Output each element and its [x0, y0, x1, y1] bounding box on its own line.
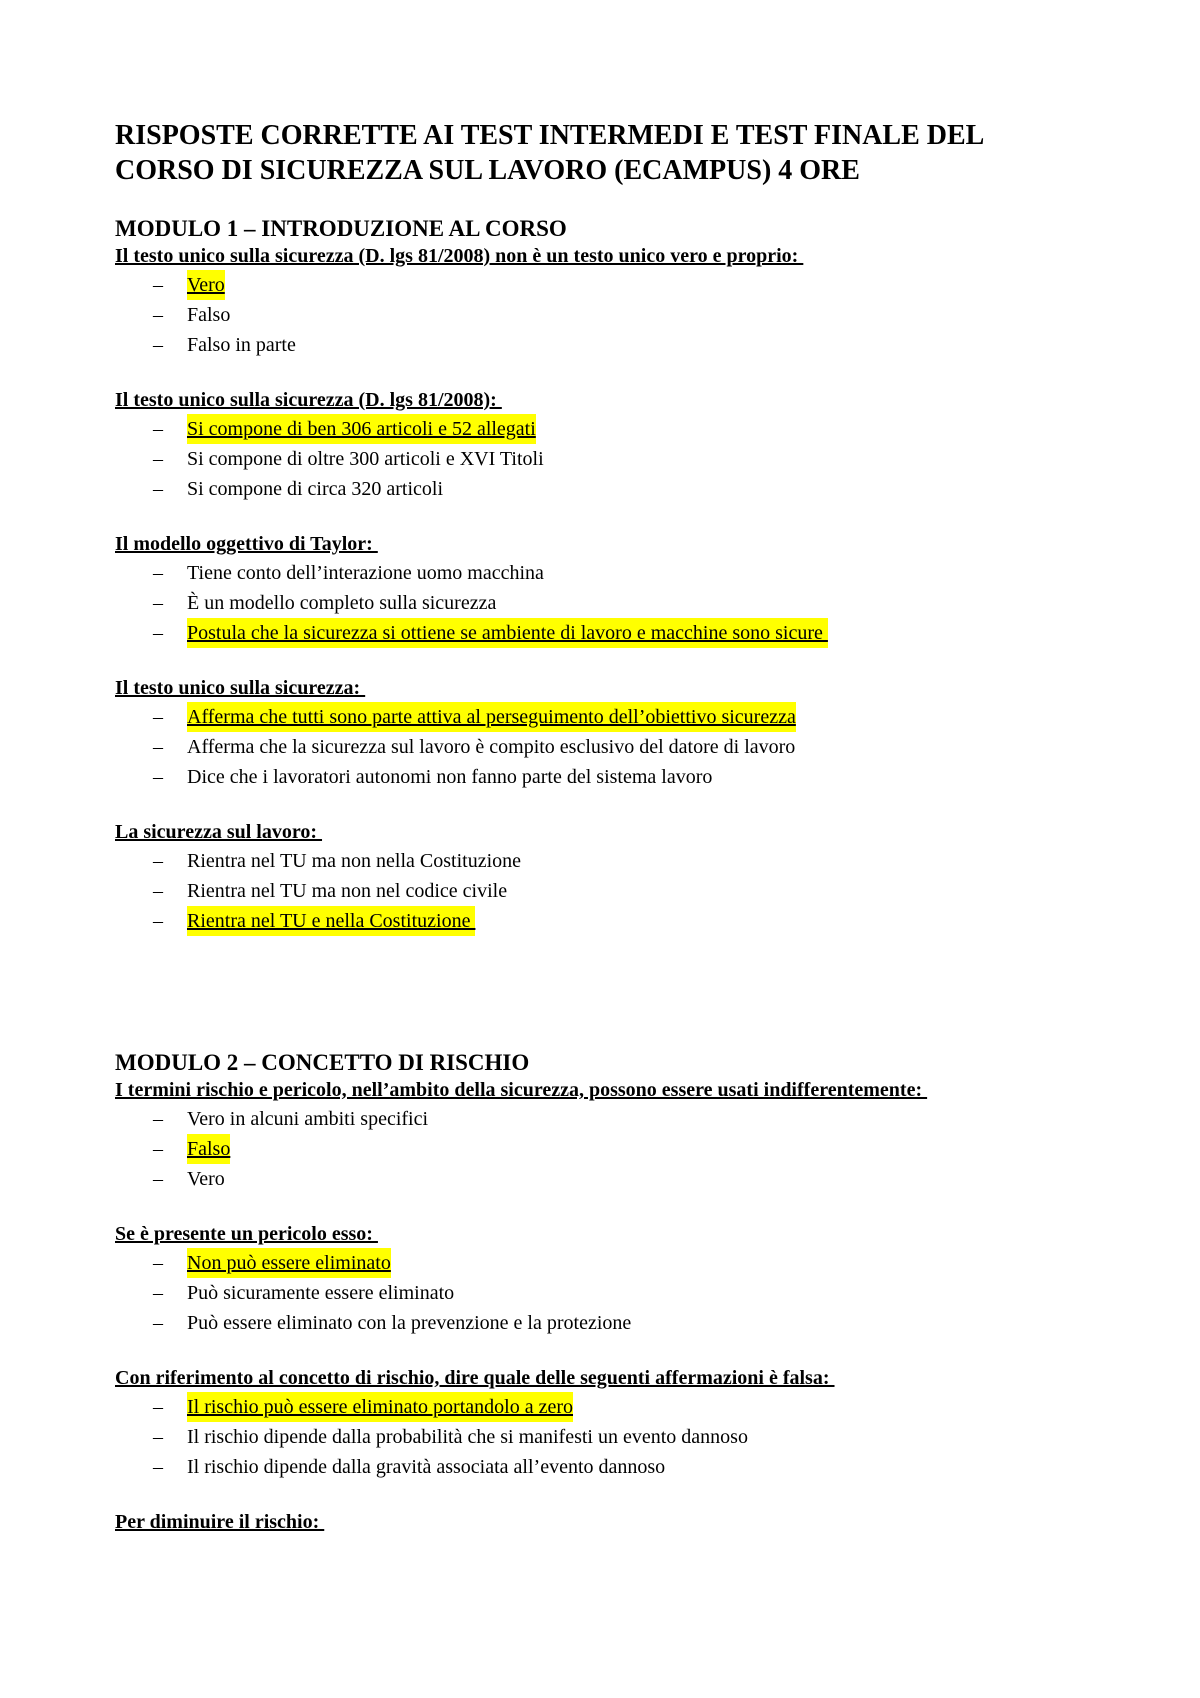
answer-item: [115, 300, 1075, 330]
answer-item-correct: [115, 906, 1075, 936]
answer-text: Falso in parte: [187, 334, 296, 356]
dash-bullet-icon: –: [153, 1168, 163, 1190]
dash-bullet-icon: –: [153, 478, 163, 500]
answer-list: [115, 1392, 1075, 1482]
dash-bullet-icon: –: [153, 274, 163, 296]
dash-bullet-icon: –: [153, 562, 163, 584]
answer-list: [115, 270, 1075, 360]
answer-text: Si compone di oltre 300 articoli e XVI Titoli: [187, 448, 544, 470]
dash-bullet-icon: –: [153, 1456, 163, 1478]
answer-item-correct: [115, 702, 1075, 732]
correct-answer-text: Falso: [187, 1134, 230, 1164]
answer-text: Rientra nel TU ma non nella Costituzione: [187, 850, 522, 872]
answer-text: Vero in alcuni ambiti specifici: [187, 1108, 429, 1130]
dash-bullet-icon: –: [153, 448, 163, 470]
answer-text: Può essere eliminato con la prevenzione e la protezione: [187, 1312, 632, 1334]
dash-bullet-icon: –: [153, 910, 163, 932]
answer-list: [115, 846, 1075, 936]
answer-list: [115, 1248, 1075, 1338]
dash-bullet-icon: –: [153, 1312, 163, 1334]
answer-item: [115, 1278, 1075, 1308]
answer-list: [115, 702, 1075, 792]
question-block: [115, 531, 1075, 648]
question-block: [115, 1077, 1075, 1194]
answer-list: [115, 558, 1075, 648]
dash-bullet-icon: –: [153, 766, 163, 788]
dash-bullet-icon: –: [153, 1138, 163, 1160]
answer-item-correct: [115, 414, 1075, 444]
question-block: [115, 1221, 1075, 1338]
dash-bullet-icon: –: [153, 418, 163, 440]
answer-item: [115, 1164, 1075, 1194]
question-block: [115, 1365, 1075, 1482]
dash-bullet-icon: –: [153, 850, 163, 872]
correct-answer-text: Vero: [187, 270, 225, 300]
question-text: I termini rischio e pericolo, nell’ambito della sicurezza, possono essere usati indifferentemente:: [115, 1079, 928, 1101]
answer-item: [115, 762, 1075, 792]
dash-bullet-icon: –: [153, 334, 163, 356]
document-page: [115, 118, 1075, 1563]
module-title: MODULO 2 – CONCETTO DI RISCHIO: [115, 1050, 530, 1075]
answer-item-correct: [115, 1248, 1075, 1278]
correct-answer-text: Postula che la sicurezza si ottiene se ambiente di lavoro e macchine sono sicure: [187, 618, 828, 648]
dash-bullet-icon: –: [153, 880, 163, 902]
answer-list: [115, 1104, 1075, 1194]
dash-bullet-icon: –: [153, 304, 163, 326]
question-text: Con riferimento al concetto di rischio, dire quale delle seguenti affermazioni è falsa:: [115, 1367, 835, 1389]
question-block: [115, 387, 1075, 504]
correct-answer-text: Il rischio può essere eliminato portandolo a zero: [187, 1392, 573, 1422]
answer-item: [115, 1308, 1075, 1338]
question-text: Se è presente un pericolo esso:: [115, 1223, 378, 1245]
correct-answer-text: Non può essere eliminato: [187, 1248, 391, 1278]
question-text: Il testo unico sulla sicurezza (D. lgs 81/2008):: [115, 389, 502, 411]
question-text: La sicurezza sul lavoro:: [115, 821, 323, 843]
question-block: [115, 819, 1075, 936]
dash-bullet-icon: –: [153, 706, 163, 728]
dash-bullet-icon: –: [153, 1252, 163, 1274]
answer-item: [115, 846, 1075, 876]
answer-text: Afferma che la sicurezza sul lavoro è compito esclusivo del datore di lavoro: [187, 736, 796, 758]
correct-answer-text: Afferma che tutti sono parte attiva al perseguimento dell’obiettivo sicurezza: [187, 702, 796, 732]
dash-bullet-icon: –: [153, 1426, 163, 1448]
answer-item: [115, 330, 1075, 360]
question-text: Il testo unico sulla sicurezza:: [115, 677, 366, 699]
dash-bullet-icon: –: [153, 622, 163, 644]
answer-text: Dice che i lavoratori autonomi non fanno parte del sistema lavoro: [187, 766, 713, 788]
question-text: Per diminuire il rischio:: [115, 1511, 325, 1533]
question-block: [115, 1509, 1075, 1536]
answer-text: Falso: [187, 304, 231, 326]
module-section: [115, 214, 1075, 936]
answer-item: [115, 1422, 1075, 1452]
correct-answer-text: Si compone di ben 306 articoli e 52 allegati: [187, 414, 536, 444]
answer-text: È un modello completo sulla sicurezza: [187, 592, 497, 614]
answer-text: Il rischio dipende dalla probabilità che si manifesti un evento dannoso: [187, 1426, 748, 1448]
answer-item: [115, 558, 1075, 588]
answer-item: [115, 444, 1075, 474]
correct-answer-text: Rientra nel TU e nella Costituzione: [187, 906, 475, 936]
answer-text: Tiene conto dell’interazione uomo macchina: [187, 562, 544, 584]
answer-item: [115, 588, 1075, 618]
answer-item-correct: [115, 1134, 1075, 1164]
answer-text: Può sicuramente essere eliminato: [187, 1282, 455, 1304]
dash-bullet-icon: –: [153, 1108, 163, 1130]
answer-item: [115, 732, 1075, 762]
answer-text: Si compone di circa 320 articoli: [187, 478, 444, 500]
dash-bullet-icon: –: [153, 736, 163, 758]
answer-item-correct: [115, 1392, 1075, 1422]
modules-container: [115, 214, 1075, 1536]
answer-item: [115, 876, 1075, 906]
answer-item: [115, 1104, 1075, 1134]
question-block: [115, 243, 1075, 360]
document-title-line-1: RISPOSTE CORRETTE AI TEST INTERMEDI E TEST FINALE DEL: [115, 120, 985, 151]
answer-item-correct: [115, 618, 1075, 648]
answer-text: Rientra nel TU ma non nel codice civile: [187, 880, 508, 902]
question-text: Il testo unico sulla sicurezza (D. lgs 81/2008) non è un testo unico vero e proprio:: [115, 245, 804, 267]
answer-text: Il rischio dipende dalla gravità associata all’evento dannoso: [187, 1456, 666, 1478]
question-block: [115, 675, 1075, 792]
dash-bullet-icon: –: [153, 592, 163, 614]
module-title: MODULO 1 – INTRODUZIONE AL CORSO: [115, 216, 567, 241]
answer-text: Vero: [187, 1168, 225, 1190]
question-text: Il modello oggettivo di Taylor:: [115, 533, 378, 555]
module-section: [115, 1048, 1075, 1536]
dash-bullet-icon: –: [153, 1396, 163, 1418]
answer-item: [115, 1452, 1075, 1482]
dash-bullet-icon: –: [153, 1282, 163, 1304]
document-title-line-2: CORSO DI SICUREZZA SUL LAVORO (ECAMPUS) 4 ORE: [115, 155, 860, 186]
answer-item: [115, 474, 1075, 504]
document-title: [115, 118, 1075, 188]
answer-list: [115, 414, 1075, 504]
answer-item-correct: [115, 270, 1075, 300]
